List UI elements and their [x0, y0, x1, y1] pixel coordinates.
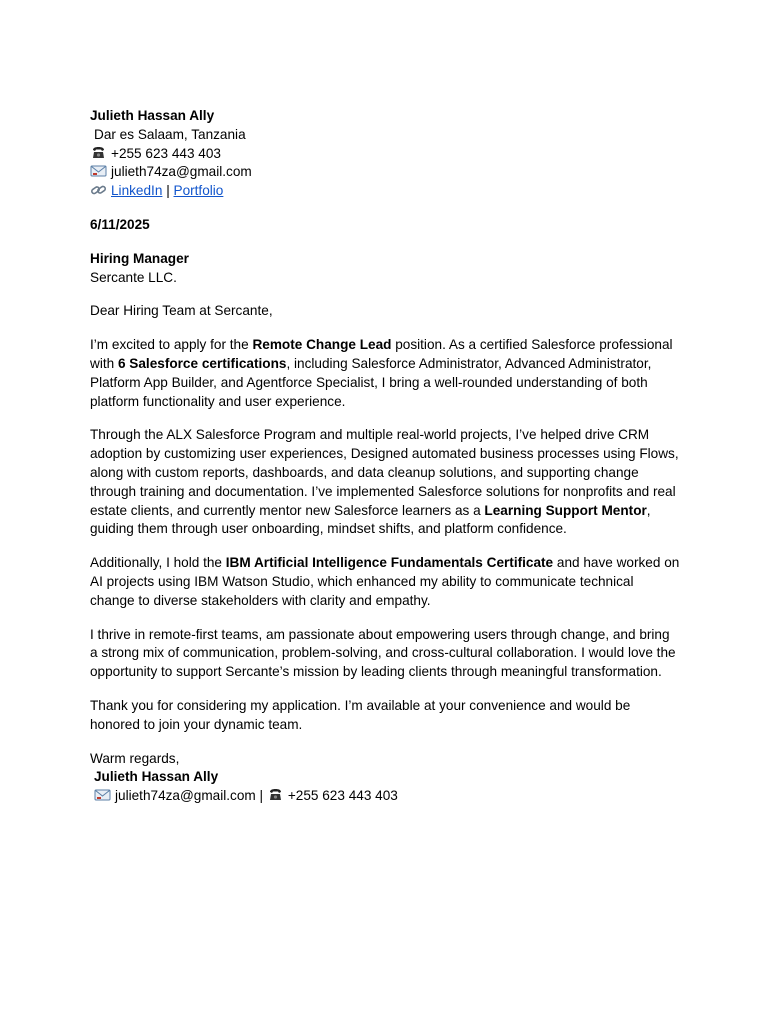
- p3-text-2: and have worked on AI projects using IBM Watson Studio, which enhanced my ability to communicate technical change to diverse stakeholders with clarity and empathy.: [90, 555, 680, 608]
- paragraph-intro: [90, 336, 680, 411]
- links-separator: |: [166, 183, 170, 199]
- paragraph-experience: [90, 426, 680, 539]
- closing-name: Julieth Hassan Ally: [94, 769, 219, 785]
- closing-phone: +255 623 443 403: [287, 788, 398, 804]
- sender-email[interactable]: julieth74za@gmail.com: [111, 164, 252, 180]
- p2-bold-mentor: Learning Support Mentor: [484, 502, 647, 518]
- link-icon: [90, 183, 107, 197]
- closing-email[interactable]: julieth74za@gmail.com: [115, 788, 256, 804]
- recipient-title: Hiring Manager: [90, 250, 189, 266]
- valediction: Warm regards,: [90, 750, 180, 766]
- email-icon: [94, 788, 111, 802]
- closing-separator: |: [259, 788, 264, 804]
- p1-text-2: position. As a certified Salesforce professional with: [90, 337, 673, 371]
- closing-contact-line: [90, 787, 680, 806]
- sender-links-line: [90, 182, 680, 201]
- p3-bold-certificate: IBM Artificial Intelligence Fundamentals Certificate: [225, 555, 554, 571]
- sender-location: Dar es Salaam, Tanzania: [94, 126, 246, 142]
- salutation: Dear Hiring Team at Sercante,: [90, 303, 273, 319]
- portfolio-link[interactable]: Portfolio: [173, 183, 224, 199]
- telephone-icon: [267, 788, 284, 802]
- letter-date: 6/11/2025: [90, 216, 150, 232]
- letter-body: [90, 107, 680, 806]
- p1-bold-certifications: 6 Salesforce certifications: [117, 355, 287, 371]
- paragraph-remote: I thrive in remote-first teams, am passionate about empowering users through change, and bring a strong mix of communication, problem-solving, and cross-cultural collaboration. I would love the opportunity to support Sercante’s mission by leading clients through meaningful transformation.: [90, 626, 676, 680]
- p1-text-3: , including Salesforce Administrator, Advanced Administrator, Platform App Builder, and Agentforce Specialist, I bring a well-rounded understanding of both platform functionality and user experience.: [90, 355, 652, 409]
- sender-name: Julieth Hassan Ally: [90, 108, 215, 123]
- telephone-icon: [90, 146, 107, 160]
- p3-text-1: Additionally, I hold the: [90, 555, 226, 571]
- p1-bold-position: Remote Change Lead: [252, 337, 392, 353]
- email-icon: [90, 164, 107, 178]
- sender-phone: +255 623 443 403: [111, 145, 221, 161]
- recipient-company: Sercante LLC.: [90, 269, 177, 285]
- paragraph-ai: [90, 554, 680, 610]
- sender-phone-line: [90, 145, 680, 164]
- p2-text-2: , guiding them through user onboarding, mindset shifts, and platform confidence.: [90, 502, 651, 537]
- p2-text-1: Through the ALX Salesforce Program and multiple real-world projects, I’ve helped drive CRM adoption by customizing user experiences, Designed automated business processes using Flows, along with custom reports, dashboards, and data cleanup solutions, and supporting change through training and documentation. I’ve implemented Salesforce solutions for nonprofits and real estate clients, and currently mentor new Salesforce learners as a: [90, 427, 679, 518]
- linkedin-link[interactable]: LinkedIn: [111, 183, 163, 199]
- p1-text-1: I’m excited to apply for the: [90, 337, 253, 353]
- paragraph-thanks: Thank you for considering my application. I’m available at your convenience and would be honored to join your dynamic team.: [90, 697, 631, 732]
- sender-email-line: [90, 163, 680, 182]
